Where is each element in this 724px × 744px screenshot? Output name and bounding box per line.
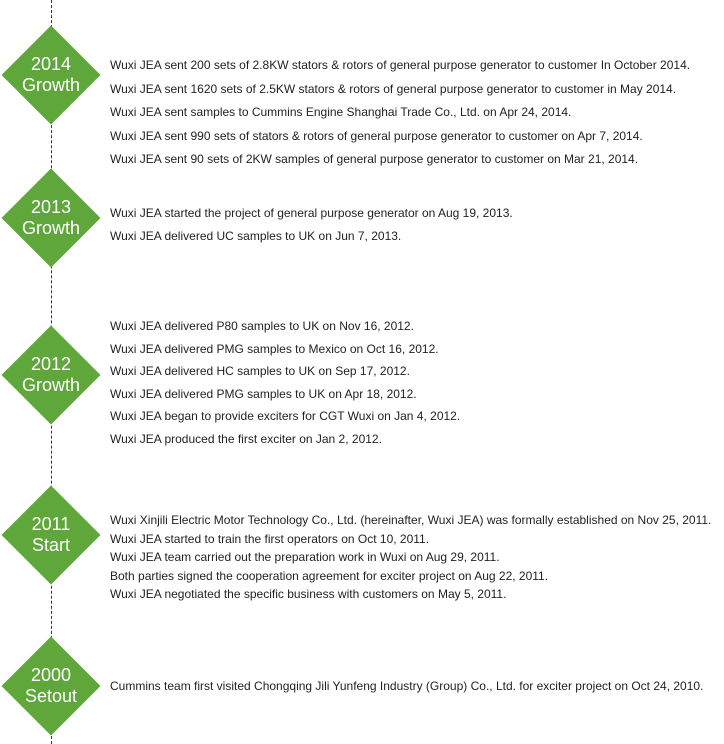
event-item: Wuxi JEA sent 90 sets of 2KW samples of general purpose generator to customer on Mar 21, 2014. [110, 152, 639, 166]
milestone-label: Setout [24, 686, 78, 706]
event-item: Wuxi JEA sent 200 sets of 2.8KW stators & rotors of general purpose generator to customer In October 2014. [110, 58, 691, 72]
event-item: Wuxi JEA delivered HC samples to UK on Sep 17, 2012. [110, 364, 410, 379]
milestone-year: 2013 [30, 197, 72, 217]
event-item: Cummins team first visited Chongqing Jili Yunfeng Industry (Group) Co., Ltd. for exciter project on Oct 24, 2010. [110, 679, 704, 693]
event-list [110, 511, 722, 604]
event-item: Wuxi JEA sent samples to Cummins Engine Shanghai Trade Co., Ltd. on Apr 24, 2014. [110, 105, 572, 119]
event-item: Wuxi JEA negotiated the specific business with customers on May 5, 2011. [110, 587, 507, 602]
milestone-badge [1, 168, 101, 268]
event-item: Wuxi JEA delivered P80 samples to UK on Nov 16, 2012. [110, 319, 414, 333]
milestone-label: Growth [21, 375, 81, 395]
milestone-badge [1, 25, 101, 125]
event-item: Wuxi JEA sent 990 sets of stators & rotors of general purpose generator to customer on Apr 7, 2014. [110, 128, 643, 143]
milestone-badge [1, 485, 101, 585]
event-item: Wuxi JEA delivered PMG samples to UK on Apr 18, 2012. [110, 386, 417, 401]
event-item: Wuxi JEA started the project of general purpose generator on Aug 19, 2013. [110, 206, 513, 220]
event-item: Wuxi JEA delivered UC samples to UK on Jun 7, 2013. [110, 229, 402, 243]
event-item: Wuxi JEA delivered PMG samples to Mexico on Oct 16, 2012. [110, 341, 439, 356]
milestone-badge [1, 325, 101, 425]
event-item: Both parties signed the cooperation agreement for exciter project on Aug 22, 2011. [110, 568, 549, 583]
milestone-year: 2000 [30, 665, 72, 685]
milestone-year: 2011 [31, 514, 71, 534]
event-item: Wuxi JEA started to train the first operators on Oct 10, 2011. [110, 531, 430, 546]
event-item: Wuxi JEA began to provide exciters for CGT Wuxi on Jan 4, 2012. [110, 409, 461, 424]
milestone-year: 2012 [30, 354, 72, 374]
event-item: Wuxi JEA team carried out the preparation work in Wuxi on Aug 29, 2011. [110, 550, 500, 565]
milestone-year: 2014 [30, 54, 72, 74]
event-item: Wuxi JEA produced the first exciter on Jan 2, 2012. [110, 431, 382, 446]
event-list [110, 677, 722, 695]
event-item: Wuxi JEA sent 1620 sets of 2.5KW stators & rotors of general purpose generator to customer in May 2014. [110, 81, 677, 96]
event-item: Wuxi Xinjili Electric Motor Technology Co., Ltd. (hereinafter, Wuxi JEA) was formally established on Nov 25, 2011. [110, 513, 712, 527]
milestone-badge [1, 636, 101, 736]
event-list [110, 202, 722, 248]
event-list [110, 315, 722, 451]
event-list [110, 54, 722, 172]
milestone-label: Growth [21, 218, 81, 238]
milestone-label: Start [31, 535, 70, 555]
milestone-label: Growth [21, 75, 81, 95]
